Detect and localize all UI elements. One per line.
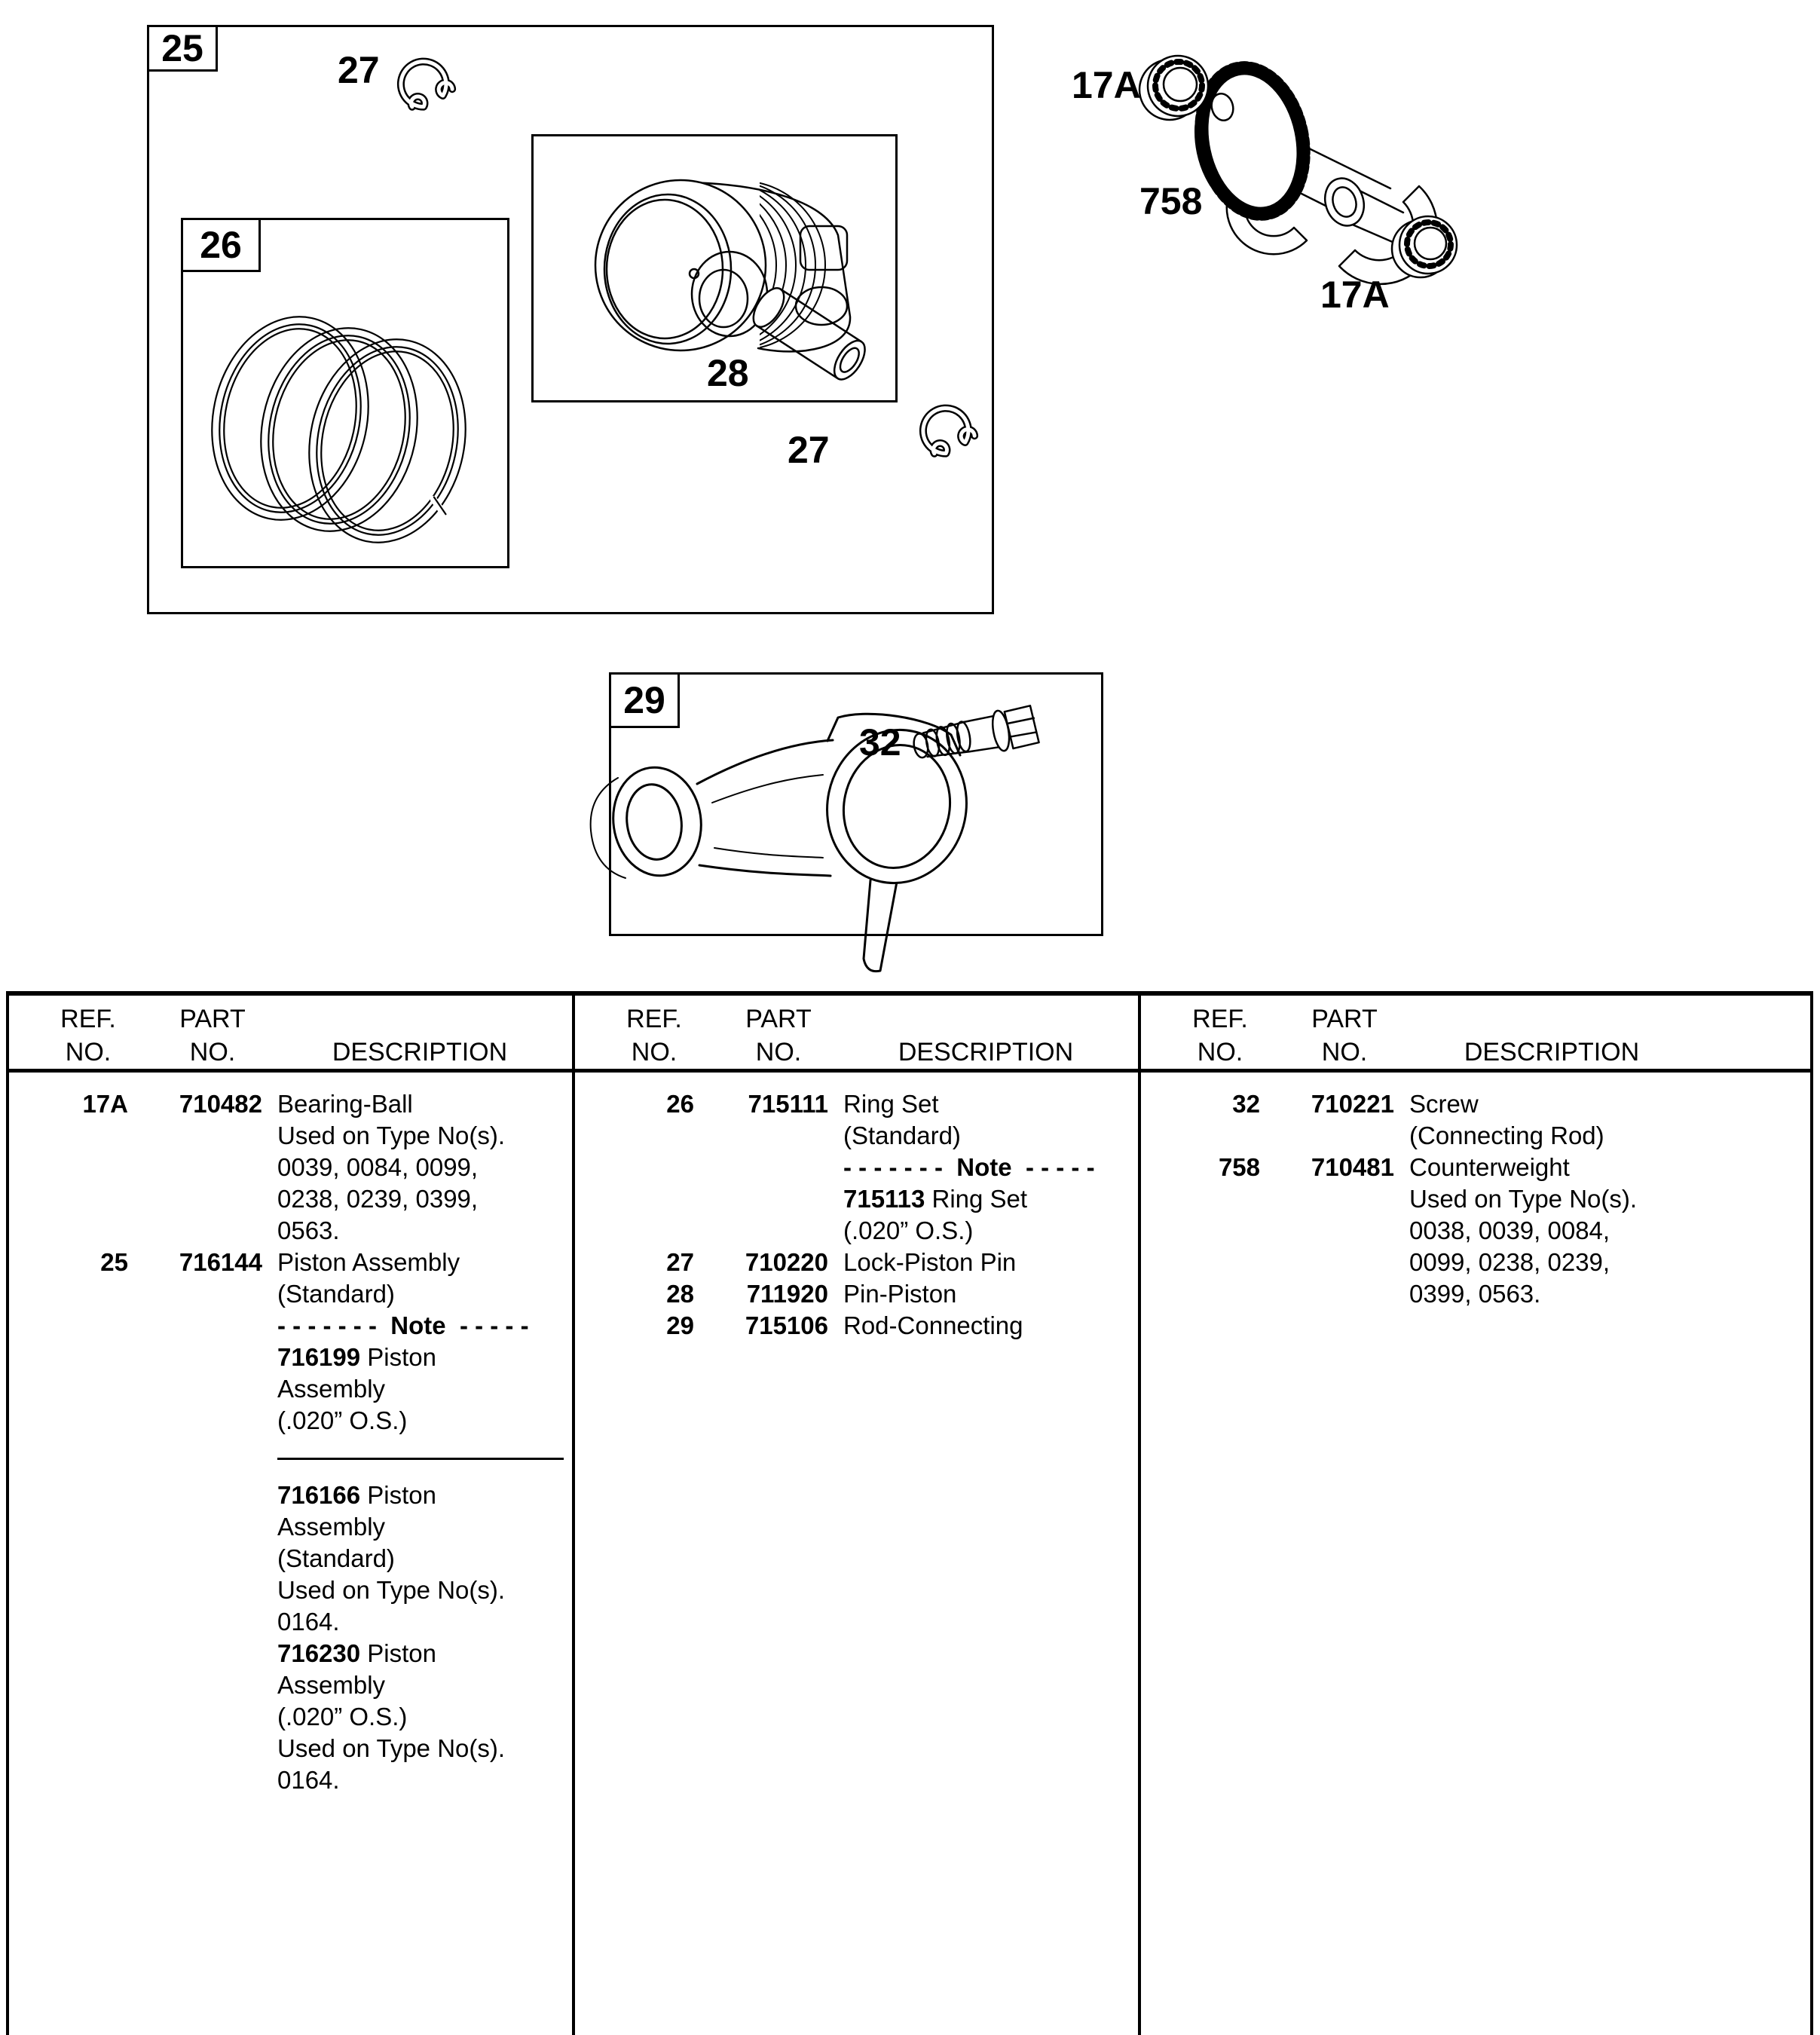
description-line: Assembly xyxy=(277,1513,386,1541)
description-line: (Standard) xyxy=(277,1544,395,1572)
part-no-cell: 710221 xyxy=(1311,1090,1394,1118)
col-header-part-1 xyxy=(148,1002,277,1069)
description-line: 715113 Ring Set xyxy=(843,1185,1028,1213)
description-line: (Standard) xyxy=(277,1280,395,1308)
description-line: Counterweight xyxy=(1409,1153,1570,1181)
description-line: (.020” O.S.) xyxy=(843,1216,974,1244)
col-header-description-3: DESCRIPTION xyxy=(1464,1038,1640,1066)
col-header-part-line2: NO. xyxy=(755,1038,802,1066)
col-header-part-3 xyxy=(1280,1002,1409,1069)
col-header-part-line1: PART xyxy=(1311,1005,1378,1033)
description-line: Pin-Piston xyxy=(843,1280,957,1308)
description-line: 0164. xyxy=(277,1766,340,1794)
description-line: 716230 Piston xyxy=(277,1639,437,1667)
description-cell xyxy=(262,1088,570,1247)
description-cell xyxy=(828,1278,1136,1310)
table-row xyxy=(9,1088,570,1247)
description-line: 0099, 0238, 0239, xyxy=(1409,1248,1610,1276)
description-line: Screw xyxy=(1409,1090,1479,1118)
col-header-ref-3 xyxy=(1164,1002,1277,1069)
part-no-cell: 711920 xyxy=(746,1280,828,1308)
table-row xyxy=(1141,1088,1810,1152)
table-section-2 xyxy=(575,0,1136,2035)
description-line: 0164. xyxy=(277,1608,340,1636)
description-line: Bearing-Ball xyxy=(277,1090,413,1118)
col-header-part-line1: PART xyxy=(745,1005,812,1033)
callout-17a-top: 17A xyxy=(1072,64,1141,106)
description-line: 0563. xyxy=(277,1216,340,1244)
col-header-ref-line1: REF. xyxy=(1192,1005,1248,1033)
description-line: Used on Type No(s). xyxy=(277,1576,506,1604)
description-line: 716166 Piston xyxy=(277,1481,437,1509)
col-header-ref-line2: NO. xyxy=(631,1038,678,1066)
callout-17a-bottom: 17A xyxy=(1320,274,1390,316)
description-line: Ring Set xyxy=(843,1090,939,1118)
ref-no-cell: 32 xyxy=(1232,1090,1260,1118)
description-note-line: - - - - - - - Note - - - - - xyxy=(277,1311,529,1339)
col-header-part-2 xyxy=(714,1002,843,1069)
col-header-ref-line2: NO. xyxy=(1197,1038,1243,1066)
col-header-ref-line1: REF. xyxy=(626,1005,682,1033)
callout-25-label: 25 xyxy=(161,27,203,69)
description-line: Lock-Piston Pin xyxy=(843,1248,1017,1276)
col-header-ref-2 xyxy=(598,1002,711,1069)
table-section-1 xyxy=(9,0,570,2035)
table-row xyxy=(575,1088,1136,1247)
callout-28: 28 xyxy=(707,352,749,394)
description-note-line: - - - - - - - Note - - - - - xyxy=(843,1153,1095,1181)
description-line: (Connecting Rod) xyxy=(1409,1122,1604,1149)
description-line: 716199 Piston xyxy=(277,1343,437,1371)
description-line: (.020” O.S.) xyxy=(277,1703,408,1731)
col-header-description-2: DESCRIPTION xyxy=(898,1038,1074,1066)
callout-26-label: 26 xyxy=(200,224,242,266)
callout-758: 758 xyxy=(1139,180,1203,222)
part-no-cell: 710220 xyxy=(745,1248,828,1276)
col-header-description-1: DESCRIPTION xyxy=(332,1038,508,1066)
part-no-cell: 716144 xyxy=(179,1248,262,1276)
col-header-ref-line2: NO. xyxy=(65,1038,112,1066)
part-no-cell: 715111 xyxy=(748,1090,828,1118)
part-no-cell: 710482 xyxy=(179,1090,262,1118)
col-header-ref-line1: REF. xyxy=(60,1005,116,1033)
description-line: 0399, 0563. xyxy=(1409,1280,1541,1308)
col-header-ref-1 xyxy=(32,1002,145,1069)
ref-no-cell: 27 xyxy=(666,1248,694,1276)
ref-no-cell: 17A xyxy=(82,1090,128,1118)
description-line: Assembly xyxy=(277,1375,386,1403)
col-header-part-line2: NO. xyxy=(189,1038,236,1066)
table-row xyxy=(1141,1152,1810,1310)
description-line: Rod-Connecting xyxy=(843,1311,1023,1339)
table-right-border xyxy=(1810,991,1813,2035)
ref-no-cell: 25 xyxy=(100,1248,128,1276)
description-line: 0038, 0039, 0084, xyxy=(1409,1216,1610,1244)
description-cell xyxy=(828,1088,1136,1247)
col-header-part-line2: NO. xyxy=(1321,1038,1368,1066)
description-line: Piston Assembly xyxy=(277,1248,460,1276)
table-row xyxy=(575,1310,1136,1342)
col-header-part-line1: PART xyxy=(179,1005,246,1033)
table-row xyxy=(575,1247,1136,1278)
ref-no-cell: 29 xyxy=(666,1311,694,1339)
description-line: Assembly xyxy=(277,1671,386,1699)
description-line: 0238, 0239, 0399, xyxy=(277,1185,479,1213)
table-row xyxy=(575,1278,1136,1310)
callout-27-top: 27 xyxy=(338,49,380,91)
description-cell xyxy=(828,1310,1136,1342)
description-line: (Standard) xyxy=(843,1122,961,1149)
callout-32: 32 xyxy=(859,721,901,764)
ref-no-cell: 758 xyxy=(1218,1153,1260,1181)
description-cell xyxy=(262,1247,570,1796)
ref-no-cell: 28 xyxy=(666,1280,694,1308)
description-divider-rule xyxy=(277,1458,564,1460)
table-row xyxy=(9,1247,570,1796)
part-no-cell: 715106 xyxy=(745,1311,828,1339)
description-line: Used on Type No(s). xyxy=(277,1122,506,1149)
description-cell xyxy=(1394,1088,1810,1152)
description-cell xyxy=(828,1247,1136,1278)
description-line: 0039, 0084, 0099, xyxy=(277,1153,479,1181)
table-section-3 xyxy=(1141,0,1810,2035)
description-line: Used on Type No(s). xyxy=(277,1734,506,1762)
callout-27-bottom: 27 xyxy=(788,429,830,471)
callout-29-label: 29 xyxy=(623,679,665,721)
part-no-cell: 710481 xyxy=(1311,1153,1394,1181)
description-line: Used on Type No(s). xyxy=(1409,1185,1638,1213)
description-cell xyxy=(1394,1152,1810,1310)
ref-no-cell: 26 xyxy=(666,1090,694,1118)
description-line: (.020” O.S.) xyxy=(277,1406,408,1434)
